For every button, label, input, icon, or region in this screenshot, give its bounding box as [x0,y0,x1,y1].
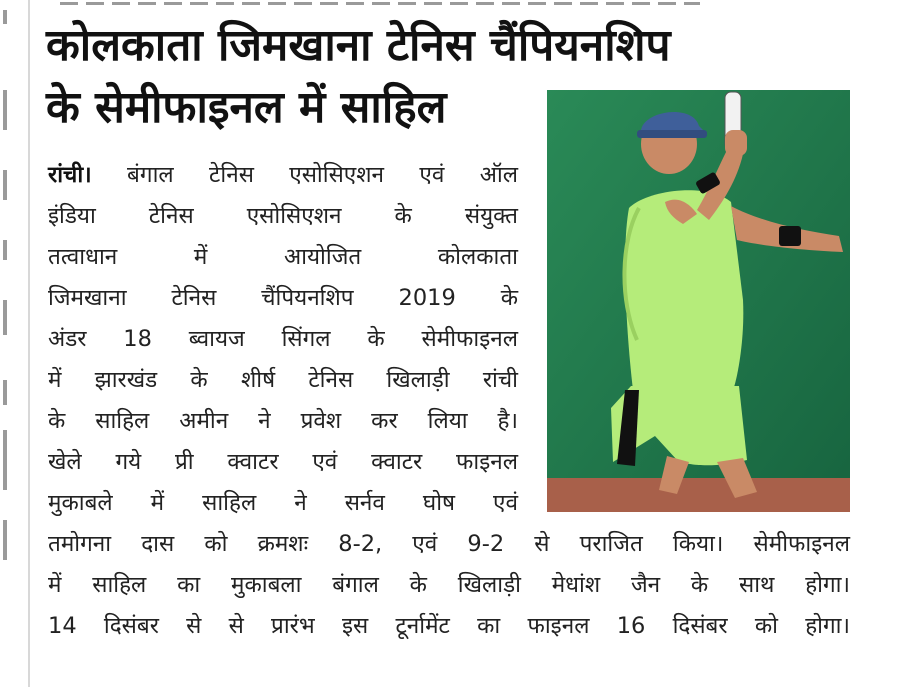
previous-article-edge [60,0,700,8]
article-line-3: तत्वाधान में आयोजित कोलकाता [48,244,518,270]
headline-line-2: के सेमीफाइनल में साहिल [46,82,447,133]
article-line-2: इंडिया टेनिस एसोसिएशन के संयुक्त [48,203,518,229]
article-line-6: में झारखंड के शीर्ष टेनिस खिलाड़ी रांची [48,367,518,393]
article-line-4: जिमखाना टेनिस चैंपियनशिप 2019 के [48,285,518,311]
article-line-5: अंडर 18 ब्वायज सिंगल के सेमीफाइनल [48,326,518,352]
article-line-7: के साहिल अमीन ने प्रवेश कर लिया है। [48,408,518,434]
dateline: रांची। [48,162,92,188]
tennis-player-photo-icon [547,90,850,512]
column-divider [28,0,30,687]
left-margin-marks [0,0,12,687]
article-line-10: तमोगना दास को क्रमशः 8-2, एवं 9-2 से पराजित किया। सेमीफाइनल [48,531,850,557]
headline-line-1: कोलकाता जिमखाना टेनिस चैंपियनशिप [46,20,671,71]
article-line-9: मुकाबले में साहिल ने सर्नव घोष एवं [48,490,518,516]
article-text: बंगाल टेनिस एसोसिएशन एवं ऑल [91,162,518,188]
article-line-12: 14 दिसंबर से से प्रारंभ इस टूर्नामेंट का फाइनल 16 दिसंबर को होगा। [48,613,850,639]
article-line-8: खेले गये प्री क्वाटर एवं क्वाटर फाइनल [48,449,518,475]
article-line-11: में साहिल का मुकाबला बंगाल के खिलाड़ी मेधांश जैन के साथ होगा। [48,572,850,598]
article-line-1 [48,160,518,190]
